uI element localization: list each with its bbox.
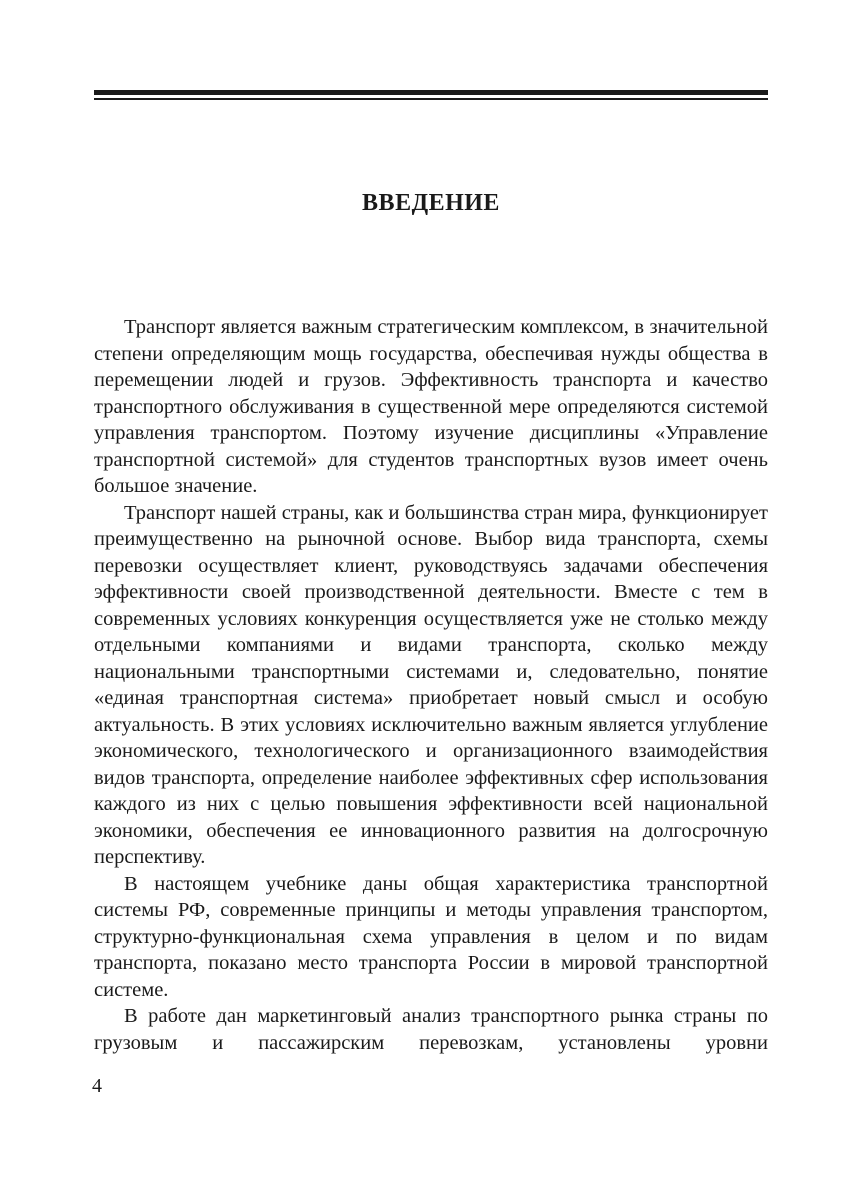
- header-rule-thick: [94, 90, 768, 95]
- paragraph-2: Транспорт нашей страны, как и большинства стран мира, функционирует преимущественно на рыночной основе. Выбор вида транспорта, схемы перевозки осуществляет клиент, руководствуясь задачами обеспечения эффективности своей производственной деятельности. Вместе с тем в современных условиях конкуренция осуществляется уже не столько между отдельными компаниями и видами транспорта, сколько между национальными транспортными системами и, следовательно, понятие «единая транспортная система» приобретает новый смысл и особую актуальность. В этих условиях исключительно важным является углубление экономического, технологического и организационного взаимодействия видов транспорта, определение наиболее эффективных сфер использования каждого из них с целью повышения эффективности всей национальной экономики, обеспечения ее инновационного развития на долгосрочную перспективу.: [94, 501, 768, 868]
- body-text: [94, 314, 768, 1056]
- paragraph-4: В работе дан маркетинговый анализ транспортного рынка страны по грузовым и пассажирским перевозкам, установлены уровни: [94, 1005, 768, 1054]
- chapter-heading: ВВЕДЕНИЕ: [362, 190, 500, 216]
- page-number: 4: [92, 1075, 102, 1097]
- paragraph-1: Транспорт является важным стратегическим комплексом, в значительной степени определяющим мощь государства, обеспечивая нужды общества в перемещении людей и грузов. Эффективность транспорта и качество транспортного обслуживания в существенной мере определяются системой управления транспортом. Поэтому изучение дисциплины «Управление транспортной системой» для студентов транспортных вузов имеет очень большое значение.: [94, 316, 768, 497]
- header-rule-thin: [94, 98, 768, 100]
- paragraph-3: В настоящем учебнике даны общая характеристика транспортной системы РФ, современные принципы и методы управления транспортом, структурно-функциональная схема управления в целом и по видам транспорта, показано место транспорта России в мировой транспортной системе.: [94, 872, 768, 1001]
